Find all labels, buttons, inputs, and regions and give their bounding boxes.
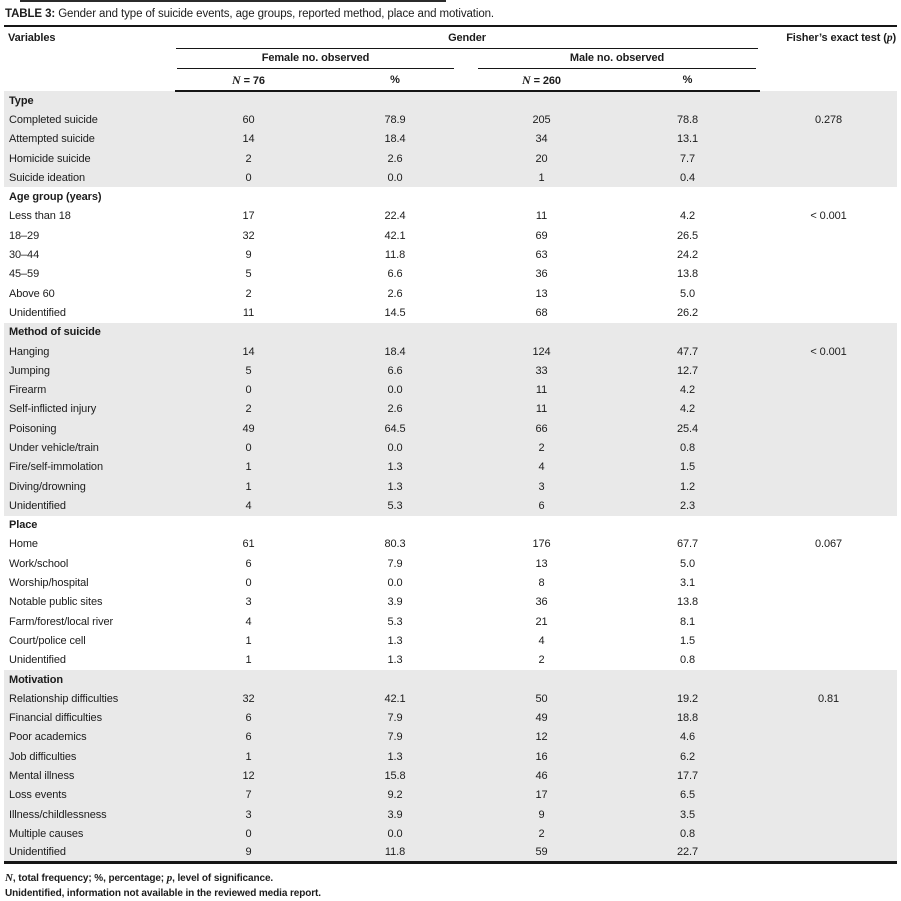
row-label: Unidentified bbox=[4, 844, 175, 863]
female-count-cell: 1 bbox=[175, 477, 322, 496]
row-label: Farm/forest/local river bbox=[9, 615, 114, 628]
male-count-cell: 205 bbox=[468, 110, 615, 129]
male-count-cell: 2 bbox=[468, 824, 615, 843]
female-percent-cell: 11.8 bbox=[322, 844, 468, 863]
female-count-cell: 4 bbox=[175, 496, 322, 515]
column-header-fisher bbox=[760, 27, 897, 91]
male-percent-cell: 0.4 bbox=[615, 168, 760, 187]
male-percent-cell: 78.8 bbox=[615, 110, 760, 129]
female-percent-cell: 5.3 bbox=[387, 615, 403, 628]
male-count-cell: 176 bbox=[532, 538, 551, 551]
fisher-p-cell bbox=[760, 593, 897, 612]
male-count-cell: 12 bbox=[468, 728, 615, 747]
female-count-cell: 32 bbox=[175, 689, 322, 708]
female-percent-cell: 3.9 bbox=[387, 596, 403, 609]
table-row bbox=[4, 593, 897, 612]
male-percent-cell: 1.5 bbox=[615, 458, 760, 477]
male-percent-cell: 1.2 bbox=[615, 477, 760, 496]
table-row bbox=[4, 342, 897, 361]
row-label: Attempted suicide bbox=[4, 130, 175, 149]
female-count-cell: 1 bbox=[245, 654, 252, 667]
female-percent-cell: 6.6 bbox=[322, 361, 468, 380]
female-percent-cell: 1.3 bbox=[387, 654, 403, 667]
table-row bbox=[4, 458, 897, 477]
male-count-cell: 59 bbox=[468, 844, 615, 863]
female-percent-cell: 0.0 bbox=[322, 168, 468, 187]
female-percent-cell: 14.5 bbox=[384, 306, 406, 319]
male-count-cell: 50 bbox=[468, 689, 615, 708]
table-row bbox=[4, 168, 897, 187]
female-percent-cell: 7.9 bbox=[387, 557, 403, 570]
female-percent-cell: 80.3 bbox=[384, 538, 406, 551]
male-percent-cell: 3.5 bbox=[615, 805, 760, 824]
female-percent-cell: 18.4 bbox=[322, 342, 468, 361]
row-label: 30–44 bbox=[9, 249, 40, 262]
row-label: Court/police cell bbox=[9, 634, 86, 647]
male-percent-cell: 22.7 bbox=[615, 844, 760, 863]
fisher-p-cell bbox=[760, 380, 897, 399]
section-header-row bbox=[4, 670, 897, 689]
table-row bbox=[4, 496, 897, 515]
female-percent-cell: 18.4 bbox=[322, 130, 468, 149]
fisher-p-cell bbox=[760, 651, 897, 670]
male-group-label: Male no. observed bbox=[478, 49, 756, 69]
female-count-cell: 49 bbox=[175, 419, 322, 438]
female-percent-cell: 0.0 bbox=[387, 577, 403, 590]
male-percent-cell: 67.7 bbox=[677, 538, 699, 551]
fisher-p-cell bbox=[760, 245, 897, 264]
fisher-p-cell bbox=[760, 709, 897, 728]
male-count-cell: 2 bbox=[538, 654, 545, 667]
female-percent-cell: 6.6 bbox=[387, 268, 403, 281]
female-n-value: = 76 bbox=[243, 75, 265, 87]
male-percent-cell: 1.5 bbox=[680, 634, 696, 647]
female-count-cell: 32 bbox=[242, 229, 255, 242]
female-count-cell: 1 bbox=[175, 458, 322, 477]
table-row bbox=[4, 226, 897, 245]
row-label: Suicide ideation bbox=[4, 168, 175, 187]
male-count-cell: 11 bbox=[535, 210, 548, 223]
table-row bbox=[4, 805, 897, 824]
male-percent-cell: 13.1 bbox=[615, 130, 760, 149]
row-label: Under vehicle/train bbox=[4, 438, 175, 457]
male-count-cell: 46 bbox=[468, 766, 615, 785]
row-label: Home bbox=[9, 538, 38, 551]
male-percent-cell: 7.7 bbox=[615, 149, 760, 168]
row-label: Jumping bbox=[4, 361, 175, 380]
female-count-cell: 7 bbox=[175, 786, 322, 805]
female-count-cell: 1 bbox=[245, 634, 252, 647]
fisher-p-cell bbox=[760, 747, 897, 766]
male-percent-cell: 4.2 bbox=[680, 210, 696, 223]
fisher-p-cell bbox=[760, 631, 897, 650]
male-percent-cell: 19.2 bbox=[615, 689, 760, 708]
male-percent-cell: 17.7 bbox=[615, 766, 760, 785]
male-count-cell: 8 bbox=[538, 577, 545, 590]
table-row bbox=[4, 631, 897, 650]
male-percent-cell: 5.0 bbox=[680, 557, 696, 570]
female-percent-cell: 1.3 bbox=[322, 747, 468, 766]
column-header-male-percent: % bbox=[615, 70, 760, 91]
table-row bbox=[4, 400, 897, 419]
table-row bbox=[4, 207, 897, 226]
row-label: Notable public sites bbox=[9, 596, 103, 609]
male-count-cell: 3 bbox=[468, 477, 615, 496]
female-count-cell: 14 bbox=[175, 130, 322, 149]
fisher-p-cell bbox=[760, 361, 897, 380]
female-percent-cell: 5.3 bbox=[322, 496, 468, 515]
female-percent-cell: 78.9 bbox=[322, 110, 468, 129]
fisher-p-cell bbox=[760, 438, 897, 457]
male-percent-cell: 25.4 bbox=[615, 419, 760, 438]
section-header-row bbox=[4, 516, 897, 535]
n-symbol: N bbox=[522, 73, 531, 87]
fisher-p-cell bbox=[760, 419, 897, 438]
male-percent-cell: 0.8 bbox=[615, 824, 760, 843]
male-percent-cell: 8.1 bbox=[680, 615, 696, 628]
fisher-label-prefix: Fisher’s exact test ( bbox=[786, 32, 887, 44]
fisher-p-cell: 0.81 bbox=[760, 689, 897, 708]
female-percent-cell: 2.6 bbox=[322, 400, 468, 419]
fisher-p-cell bbox=[760, 844, 897, 863]
male-count-cell: 16 bbox=[468, 747, 615, 766]
male-n-value: = 260 bbox=[533, 75, 561, 87]
table-row bbox=[4, 535, 897, 554]
column-header-male-n bbox=[468, 70, 615, 91]
column-header-female-percent: % bbox=[322, 70, 468, 91]
row-label: Unidentified bbox=[9, 654, 66, 667]
fisher-p-cell: < 0.001 bbox=[760, 342, 897, 361]
section-header-row bbox=[4, 187, 897, 206]
male-count-cell: 13 bbox=[535, 557, 548, 570]
female-count-cell: 0 bbox=[175, 824, 322, 843]
fisher-p-cell bbox=[760, 805, 897, 824]
female-percent-cell: 15.8 bbox=[322, 766, 468, 785]
section-header-row bbox=[4, 91, 897, 110]
male-count-cell: 34 bbox=[468, 130, 615, 149]
table-row bbox=[4, 149, 897, 168]
female-percent-cell: 22.4 bbox=[384, 210, 406, 223]
male-percent-cell: 6.2 bbox=[615, 747, 760, 766]
table-header bbox=[4, 27, 897, 91]
female-count-cell: 3 bbox=[175, 805, 322, 824]
table-row bbox=[4, 689, 897, 708]
female-percent-cell: 1.3 bbox=[322, 458, 468, 477]
male-percent-cell: 4.6 bbox=[615, 728, 760, 747]
female-percent-cell: 3.9 bbox=[322, 805, 468, 824]
table-row bbox=[4, 130, 897, 149]
male-count-cell: 36 bbox=[535, 596, 548, 609]
fisher-p-cell bbox=[760, 265, 897, 284]
table-row bbox=[4, 573, 897, 592]
row-label: Poor academics bbox=[4, 728, 175, 747]
female-count-cell: 12 bbox=[175, 766, 322, 785]
male-count-cell: 36 bbox=[535, 268, 548, 281]
row-label: Work/school bbox=[9, 557, 69, 570]
fisher-p-cell bbox=[760, 226, 897, 245]
table-row bbox=[4, 844, 897, 863]
p-symbol: p bbox=[166, 872, 173, 885]
table-body bbox=[4, 91, 897, 863]
table-row bbox=[4, 438, 897, 457]
section-title: Type bbox=[4, 91, 897, 110]
table-title-label: TABLE 3: bbox=[5, 8, 56, 20]
row-label: Less than 18 bbox=[9, 210, 71, 223]
table-row bbox=[4, 824, 897, 843]
female-percent-cell: 9.2 bbox=[322, 786, 468, 805]
n-symbol: N bbox=[5, 872, 13, 885]
female-percent-cell: 0.0 bbox=[322, 824, 468, 843]
fisher-p-cell bbox=[760, 477, 897, 496]
male-percent-cell: 6.5 bbox=[615, 786, 760, 805]
column-header-gender bbox=[175, 27, 760, 49]
table-row bbox=[4, 361, 897, 380]
female-count-cell: 6 bbox=[245, 557, 252, 570]
female-count-cell: 0 bbox=[175, 438, 322, 457]
female-count-cell: 61 bbox=[242, 538, 255, 551]
fisher-p-cell bbox=[760, 303, 897, 322]
row-label: Multiple causes bbox=[4, 824, 175, 843]
male-count-cell: 11 bbox=[468, 400, 615, 419]
section-title: Age group (years) bbox=[9, 191, 102, 204]
table-row bbox=[4, 554, 897, 573]
fisher-p-symbol: p bbox=[886, 32, 893, 44]
column-header-variables: Variables bbox=[8, 32, 56, 44]
fisher-p-cell bbox=[760, 168, 897, 187]
female-count-cell: 3 bbox=[245, 596, 252, 609]
male-percent-cell: 26.2 bbox=[677, 306, 699, 319]
fisher-p-cell: < 0.001 bbox=[810, 210, 847, 223]
fisher-p-cell bbox=[760, 149, 897, 168]
fisher-label-suffix: ) bbox=[892, 32, 897, 44]
female-count-cell: 14 bbox=[175, 342, 322, 361]
row-label: Unidentified bbox=[9, 306, 66, 319]
row-label: Above 60 bbox=[9, 287, 55, 300]
male-percent-cell: 3.1 bbox=[680, 577, 696, 590]
row-label: Hanging bbox=[4, 342, 175, 361]
female-percent-cell: 0.0 bbox=[322, 380, 468, 399]
male-count-cell: 4 bbox=[468, 458, 615, 477]
fisher-p-cell: 0.067 bbox=[815, 538, 843, 551]
table-row bbox=[4, 284, 897, 303]
male-percent-cell: 2.3 bbox=[615, 496, 760, 515]
column-header-female bbox=[175, 49, 468, 70]
column-header-male bbox=[468, 49, 760, 70]
gender-group-label: Gender bbox=[176, 27, 758, 49]
female-count-cell: 17 bbox=[242, 210, 255, 223]
section-title: Motivation bbox=[4, 670, 897, 689]
female-percent-cell: 1.3 bbox=[322, 477, 468, 496]
female-count-cell: 6 bbox=[175, 709, 322, 728]
female-count-cell: 0 bbox=[175, 380, 322, 399]
female-percent-cell: 64.5 bbox=[322, 419, 468, 438]
male-count-cell: 13 bbox=[535, 287, 548, 300]
fisher-p-cell bbox=[760, 824, 897, 843]
female-group-label: Female no. observed bbox=[177, 49, 454, 69]
section-header-row bbox=[4, 323, 897, 342]
female-count-cell: 11 bbox=[242, 306, 255, 319]
female-count-cell: 5 bbox=[175, 361, 322, 380]
female-count-cell: 2 bbox=[175, 149, 322, 168]
row-label: Poisoning bbox=[4, 419, 175, 438]
female-percent-cell: 7.9 bbox=[322, 728, 468, 747]
footnote-unidentified: Unidentified, information not available in the reviewed media report. bbox=[5, 888, 321, 900]
male-percent-cell: 24.2 bbox=[677, 249, 699, 262]
n-symbol: N bbox=[232, 73, 241, 87]
row-label: Loss events bbox=[4, 786, 175, 805]
table-row bbox=[4, 612, 897, 631]
fisher-p-cell bbox=[760, 284, 897, 303]
row-label: Job difficulties bbox=[4, 747, 175, 766]
row-label: Homicide suicide bbox=[4, 149, 175, 168]
table-title-text: Gender and type of suicide events, age groups, reported method, place and motivation. bbox=[55, 8, 495, 20]
row-label: Completed suicide bbox=[4, 110, 175, 129]
male-percent-cell: 13.8 bbox=[677, 268, 699, 281]
male-percent-cell: 4.2 bbox=[615, 400, 760, 419]
row-label: Relationship difficulties bbox=[4, 689, 175, 708]
header-row-top bbox=[4, 27, 897, 49]
male-count-cell: 66 bbox=[468, 419, 615, 438]
female-percent-cell: 11.8 bbox=[384, 249, 406, 262]
female-percent-cell: 2.6 bbox=[387, 287, 403, 300]
female-percent-cell: 42.1 bbox=[322, 689, 468, 708]
male-count-cell: 68 bbox=[535, 306, 548, 319]
male-percent-cell: 0.8 bbox=[615, 438, 760, 457]
male-count-cell: 33 bbox=[468, 361, 615, 380]
male-count-cell: 9 bbox=[468, 805, 615, 824]
fisher-p-cell bbox=[760, 496, 897, 515]
female-count-cell: 2 bbox=[175, 400, 322, 419]
female-count-cell: 0 bbox=[175, 168, 322, 187]
male-count-cell: 21 bbox=[535, 615, 548, 628]
male-count-cell: 1 bbox=[468, 168, 615, 187]
male-count-cell: 20 bbox=[468, 149, 615, 168]
male-percent-cell: 18.8 bbox=[615, 709, 760, 728]
female-count-cell: 9 bbox=[245, 249, 252, 262]
table-row bbox=[4, 747, 897, 766]
male-percent-cell: 47.7 bbox=[615, 342, 760, 361]
page-top-rule bbox=[20, 0, 446, 2]
row-label: Mental illness bbox=[4, 766, 175, 785]
table-row bbox=[4, 709, 897, 728]
section-title: Method of suicide bbox=[4, 323, 897, 342]
row-label: Fire/self-immolation bbox=[4, 458, 175, 477]
row-label: Financial difficulties bbox=[4, 709, 175, 728]
row-label: Unidentified bbox=[4, 496, 175, 515]
fisher-p-cell bbox=[760, 400, 897, 419]
fisher-p-cell bbox=[760, 728, 897, 747]
female-count-cell: 6 bbox=[175, 728, 322, 747]
table-row bbox=[4, 728, 897, 747]
male-percent-cell: 26.5 bbox=[677, 229, 699, 242]
female-percent-cell: 0.0 bbox=[322, 438, 468, 457]
male-percent-cell: 13.8 bbox=[677, 596, 699, 609]
female-percent-cell: 7.9 bbox=[322, 709, 468, 728]
male-count-cell: 2 bbox=[468, 438, 615, 457]
female-count-cell: 1 bbox=[175, 747, 322, 766]
row-label: 18–29 bbox=[9, 229, 40, 242]
fisher-p-cell: 0.278 bbox=[760, 110, 897, 129]
male-percent-cell: 4.2 bbox=[615, 380, 760, 399]
female-count-cell: 5 bbox=[245, 268, 252, 281]
column-header-female-n bbox=[175, 70, 322, 91]
row-label: Illness/childlessness bbox=[4, 805, 175, 824]
male-count-cell: 69 bbox=[535, 229, 548, 242]
row-label: Firearm bbox=[4, 380, 175, 399]
female-count-cell: 9 bbox=[175, 844, 322, 863]
female-percent-cell: 42.1 bbox=[384, 229, 406, 242]
row-label: Self-inflicted injury bbox=[4, 400, 175, 419]
table-row bbox=[4, 786, 897, 805]
table-row bbox=[4, 110, 897, 129]
section-title: Place bbox=[9, 519, 38, 532]
female-count-cell: 4 bbox=[245, 615, 252, 628]
male-percent-cell: 12.7 bbox=[615, 361, 760, 380]
row-label: Diving/drowning bbox=[4, 477, 175, 496]
male-count-cell: 6 bbox=[468, 496, 615, 515]
female-count-cell: 0 bbox=[245, 577, 252, 590]
statistics-table bbox=[4, 27, 897, 864]
male-count-cell: 49 bbox=[468, 709, 615, 728]
table-row bbox=[4, 477, 897, 496]
footnote-abbreviations: N, total frequency; %, percentage; p, level of significance. bbox=[5, 872, 274, 885]
fisher-p-cell bbox=[760, 786, 897, 805]
table-footnotes bbox=[4, 864, 897, 901]
table-row bbox=[4, 651, 897, 670]
fisher-p-cell bbox=[760, 458, 897, 477]
male-count-cell: 63 bbox=[535, 249, 548, 262]
table-row bbox=[4, 245, 897, 264]
fisher-p-cell bbox=[760, 554, 897, 573]
male-count-cell: 4 bbox=[538, 634, 545, 647]
male-count-cell: 17 bbox=[468, 786, 615, 805]
fisher-p-cell bbox=[760, 766, 897, 785]
female-count-cell: 60 bbox=[175, 110, 322, 129]
row-label: 45–59 bbox=[9, 268, 40, 281]
table-row bbox=[4, 419, 897, 438]
table-title bbox=[4, 0, 897, 27]
table-row bbox=[4, 380, 897, 399]
female-percent-cell: 2.6 bbox=[322, 149, 468, 168]
male-percent-cell: 0.8 bbox=[680, 654, 696, 667]
table-row bbox=[4, 303, 897, 322]
male-count-cell: 11 bbox=[468, 380, 615, 399]
table-row bbox=[4, 265, 897, 284]
fisher-p-cell bbox=[760, 612, 897, 631]
fisher-p-cell bbox=[760, 573, 897, 592]
female-percent-cell: 1.3 bbox=[387, 634, 403, 647]
row-label: Worship/hospital bbox=[9, 577, 89, 590]
female-count-cell: 2 bbox=[245, 287, 252, 300]
male-count-cell: 124 bbox=[468, 342, 615, 361]
fisher-p-cell bbox=[760, 130, 897, 149]
table-row bbox=[4, 766, 897, 785]
male-percent-cell: 5.0 bbox=[680, 287, 696, 300]
